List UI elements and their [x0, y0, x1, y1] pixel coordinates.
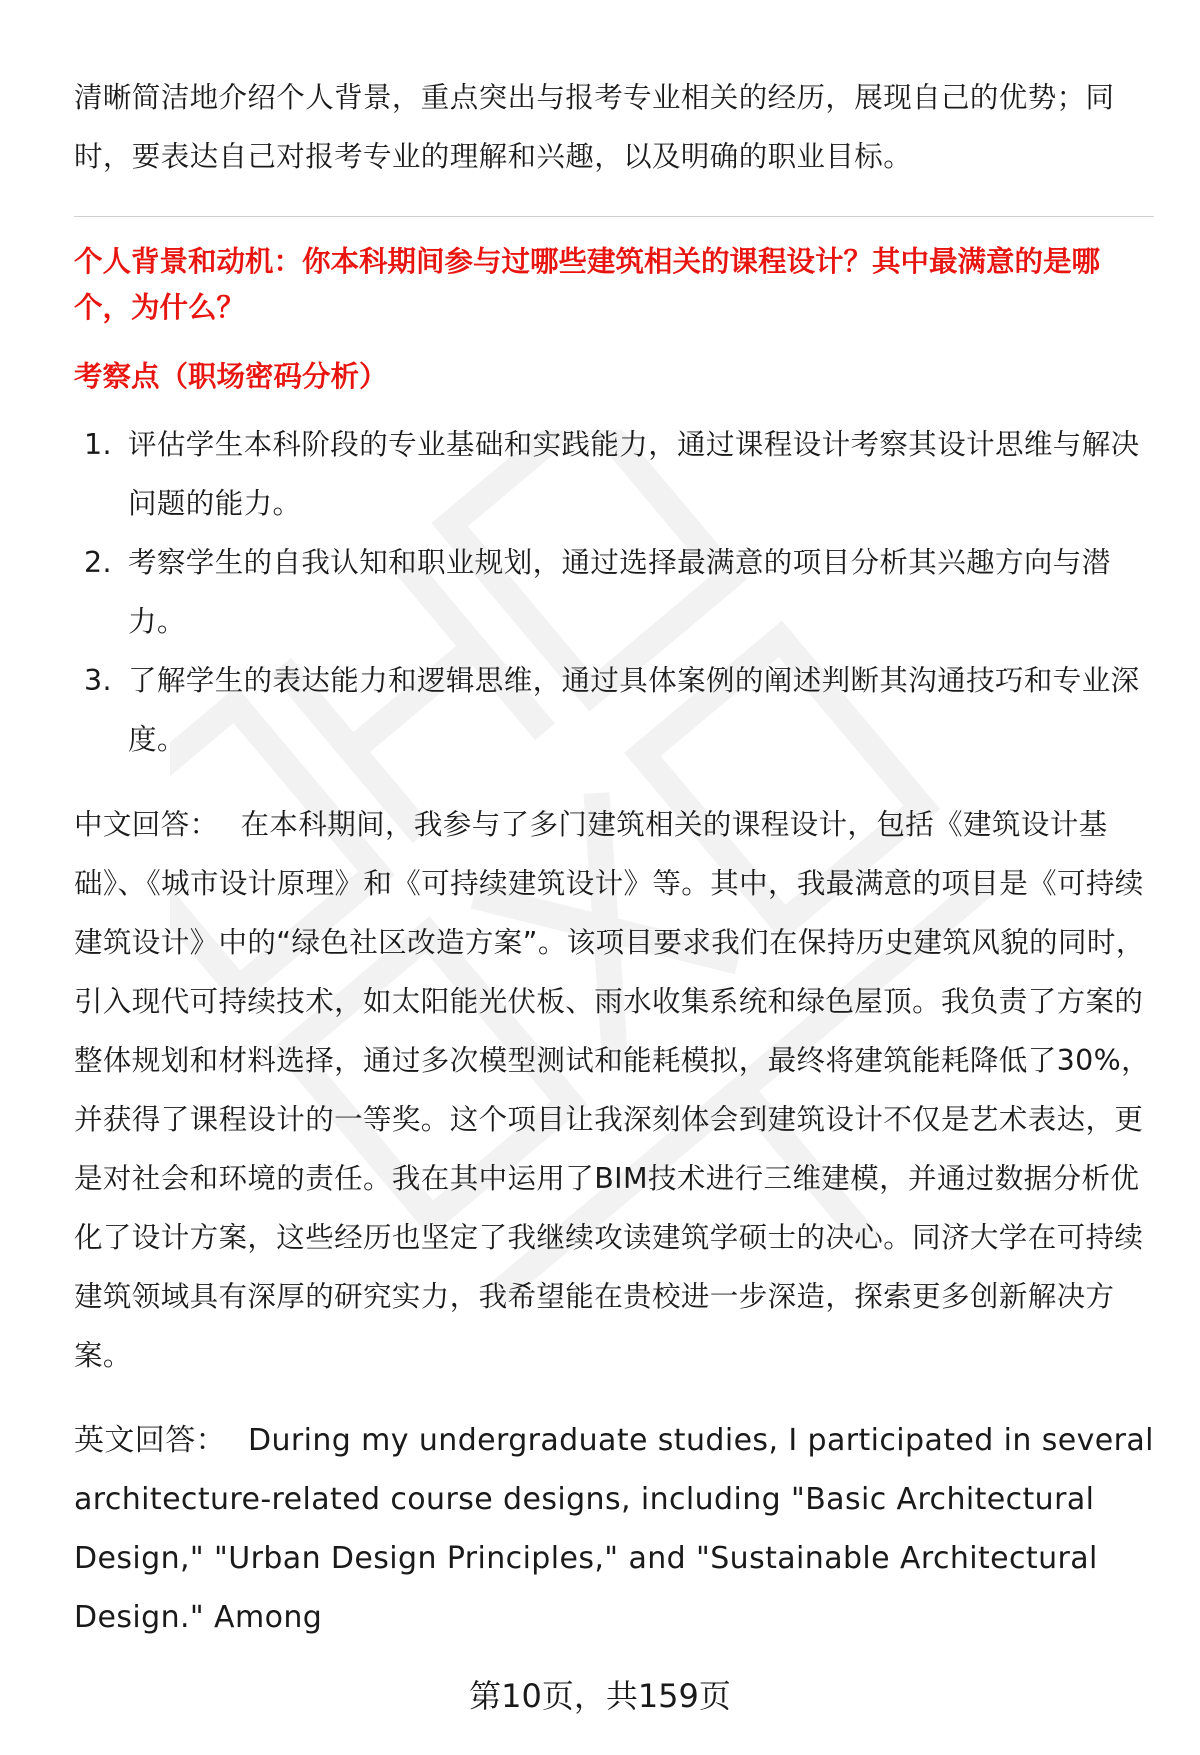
- list-item-text: 了解学生的表达能力和逻辑思维，通过具体案例的阐述判断其沟通技巧和专业深度。: [128, 664, 1140, 756]
- list-item-text: 评估学生本科阶段的专业基础和实践能力，通过课程设计考察其设计思维与解决问题的能力。: [128, 428, 1140, 520]
- list-item: [74, 651, 1154, 769]
- list-item-number: 2.: [84, 546, 112, 579]
- points-list: [74, 415, 1154, 769]
- points-heading: 考察点（职场密码分析）: [74, 360, 388, 393]
- english-answer: [74, 1411, 1154, 1647]
- list-item-text: 考察学生的自我认知和职业规划，通过选择最满意的项目分析其兴趣方向与潜力。: [128, 546, 1111, 638]
- chinese-answer-text: 在本科期间，我参与了多门建筑相关的课程设计，包括《建筑设计基础》、《城市设计原理》和《可持续建筑设计》等。其中，我最满意的项目是《可持续建筑设计》中的“绿色社区改造方案”。该项目要求我们在保持历史建筑风貌的同时，引入现代可持续技术，如太阳能光伏板、雨水收集系统和绿色屋顶。我负责了方案的整体规划和材料选择，通过多次模型测试和能耗模拟，最终将建筑能耗降低了30%，并获得了课程设计的一等奖。这个项目让我深刻体会到建筑设计不仅是艺术表达，更是对社会和环境的责任。我在其中运用了BIM技术进行三维建模，并通过数据分析优化了设计方案，这些经历也坚定了我继续攻读建筑学硕士的决心。同济大学在可持续建筑领域具有深厚的研究实力，我希望能在贵校进一步深造，探索更多创新解决方案。: [74, 808, 1151, 1372]
- list-item: [74, 533, 1154, 651]
- page-number-footer: 第10页，共159页: [469, 1677, 731, 1715]
- list-item-number: 1.: [84, 428, 112, 461]
- english-answer-text: During my undergraduate studies, I participated in several architecture-related course designs, including "Basic Architectural Design," "Urban Design Principles," and "Sustainable Architectural Design." Among: [74, 1423, 1154, 1635]
- document-page: [74, 68, 1154, 1647]
- question-heading: 个人背景和动机：你本科期间参与过哪些建筑相关的课程设计？其中最满意的是哪个，为什么？: [74, 245, 1101, 324]
- chinese-answer: [74, 795, 1154, 1385]
- intro-paragraph: 清晰简洁地介绍个人背景，重点突出与报考专业相关的经历，展现自己的优势；同时，要表达自己对报考专业的理解和兴趣，以及明确的职业目标。: [74, 81, 1115, 173]
- section-divider: [74, 216, 1154, 217]
- list-item: [74, 415, 1154, 533]
- english-answer-label: 英文回答：: [74, 1423, 226, 1458]
- list-item-number: 3.: [84, 664, 112, 697]
- chinese-answer-label: 中文回答：: [74, 808, 219, 841]
